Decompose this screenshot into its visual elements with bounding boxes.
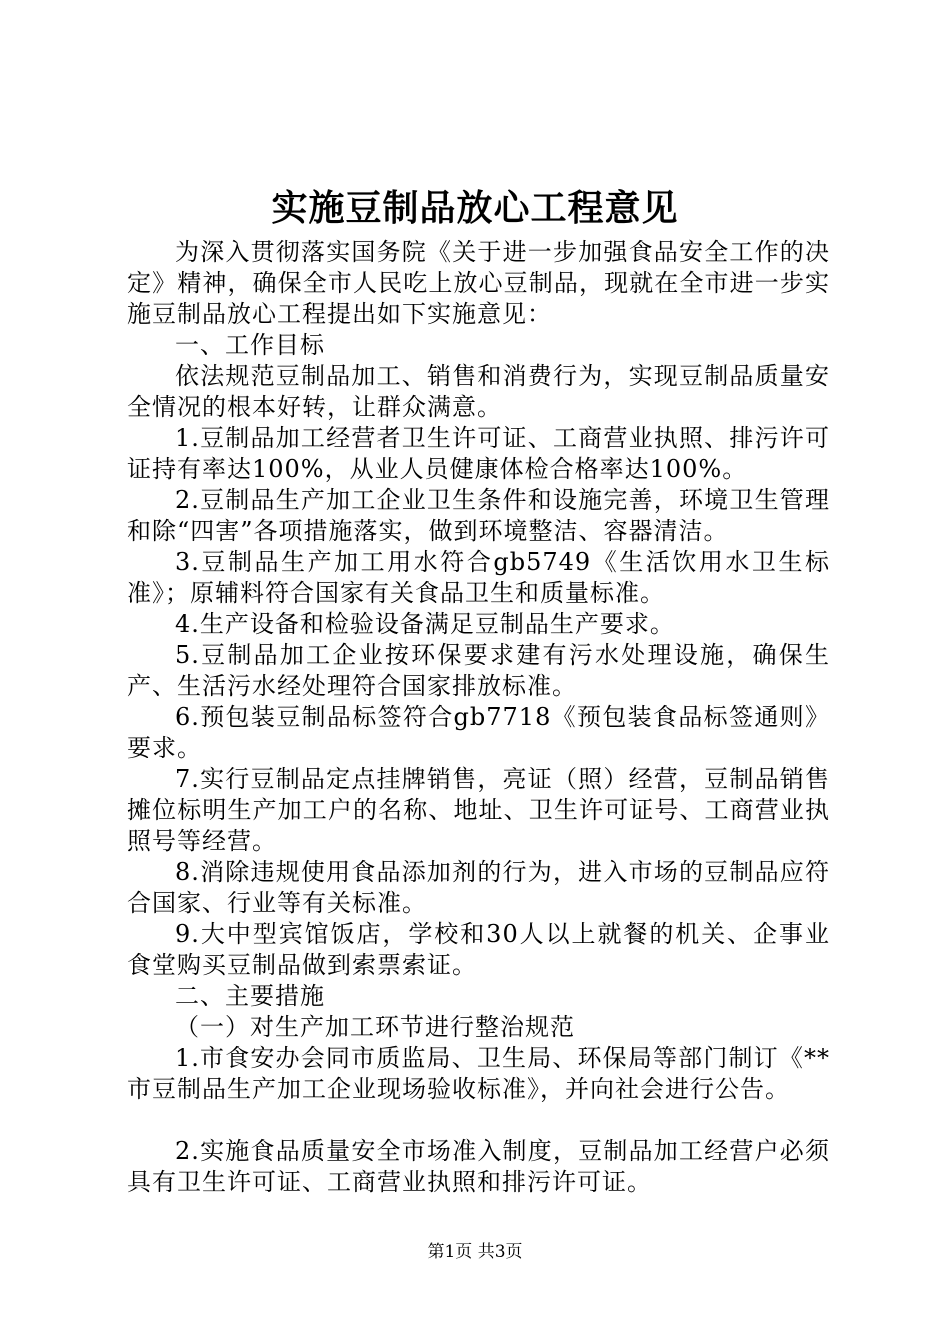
- subsection-heading-production: （一）对生产加工环节进行整治规范: [175, 1013, 575, 1041]
- goal-item-5: 5.豆制品加工企业按环保要求建有污水处理设施，确保生产、生活污水经处理符合国家排放标准。: [127, 641, 830, 700]
- page-footer: 第1页 共3页: [427, 1242, 523, 1262]
- goal-item-4: 4.生产设备和检验设备满足豆制品生产要求。: [175, 610, 675, 638]
- measure-item-2: 2.实施食品质量安全市场准入制度，豆制品加工经营户必须具有卫生许可证、工商营业执照和排污许可证。: [127, 1137, 830, 1196]
- goal-item-2: 2.豆制品生产加工企业卫生条件和设施完善，环境卫生管理和除“四害”各项措施落实，做到环境整洁、容器清洁。: [127, 486, 830, 545]
- document-title: 实施豆制品放心工程意见: [271, 187, 679, 229]
- goal-item-9: 9.大中型宾馆饭店，学校和30人以上就餐的机关、企事业食堂购买豆制品做到索票索证。: [127, 920, 830, 979]
- intro-paragraph: 为深入贯彻落实国务院《关于进一步加强食品安全工作的决定》精神，确保全市人民吃上放心豆制品，现就在全市进一步实施豆制品放心工程提出如下实施意见：: [127, 238, 830, 328]
- goal-item-3: 3.豆制品生产加工用水符合gb5749《生活饮用水卫生标准》；原辅料符合国家有关食品卫生和质量标准。: [127, 548, 830, 607]
- section-heading-measures: 二、主要措施: [175, 982, 325, 1010]
- goals-summary-paragraph: 依法规范豆制品加工、销售和消费行为，实现豆制品质量安全情况的根本好转，让群众满意。: [127, 362, 830, 421]
- goal-item-7: 7.实行豆制品定点挂牌销售，亮证（照）经营，豆制品销售摊位标明生产加工户的名称、地址、卫生许可证号、工商营业执照号等经营。: [127, 765, 830, 855]
- goal-item-8: 8.消除违规使用食品添加剂的行为，进入市场的豆制品应符合国家、行业等有关标准。: [127, 858, 830, 917]
- goal-item-6: 6.预包装豆制品标签符合gb7718《预包装食品标签通则》要求。: [127, 703, 830, 762]
- goal-item-1: 1.豆制品加工经营者卫生许可证、工商营业执照、排污许可证持有率达100%，从业人员健康体检合格率达100%。: [127, 424, 830, 483]
- measure-item-1: 1.市食安办会同市质监局、卫生局、环保局等部门制订《**市豆制品生产加工企业现场验收标准》，并向社会进行公告。: [127, 1044, 830, 1103]
- document-body: [127, 237, 830, 1198]
- section-heading-goals: 一、工作目标: [175, 331, 325, 359]
